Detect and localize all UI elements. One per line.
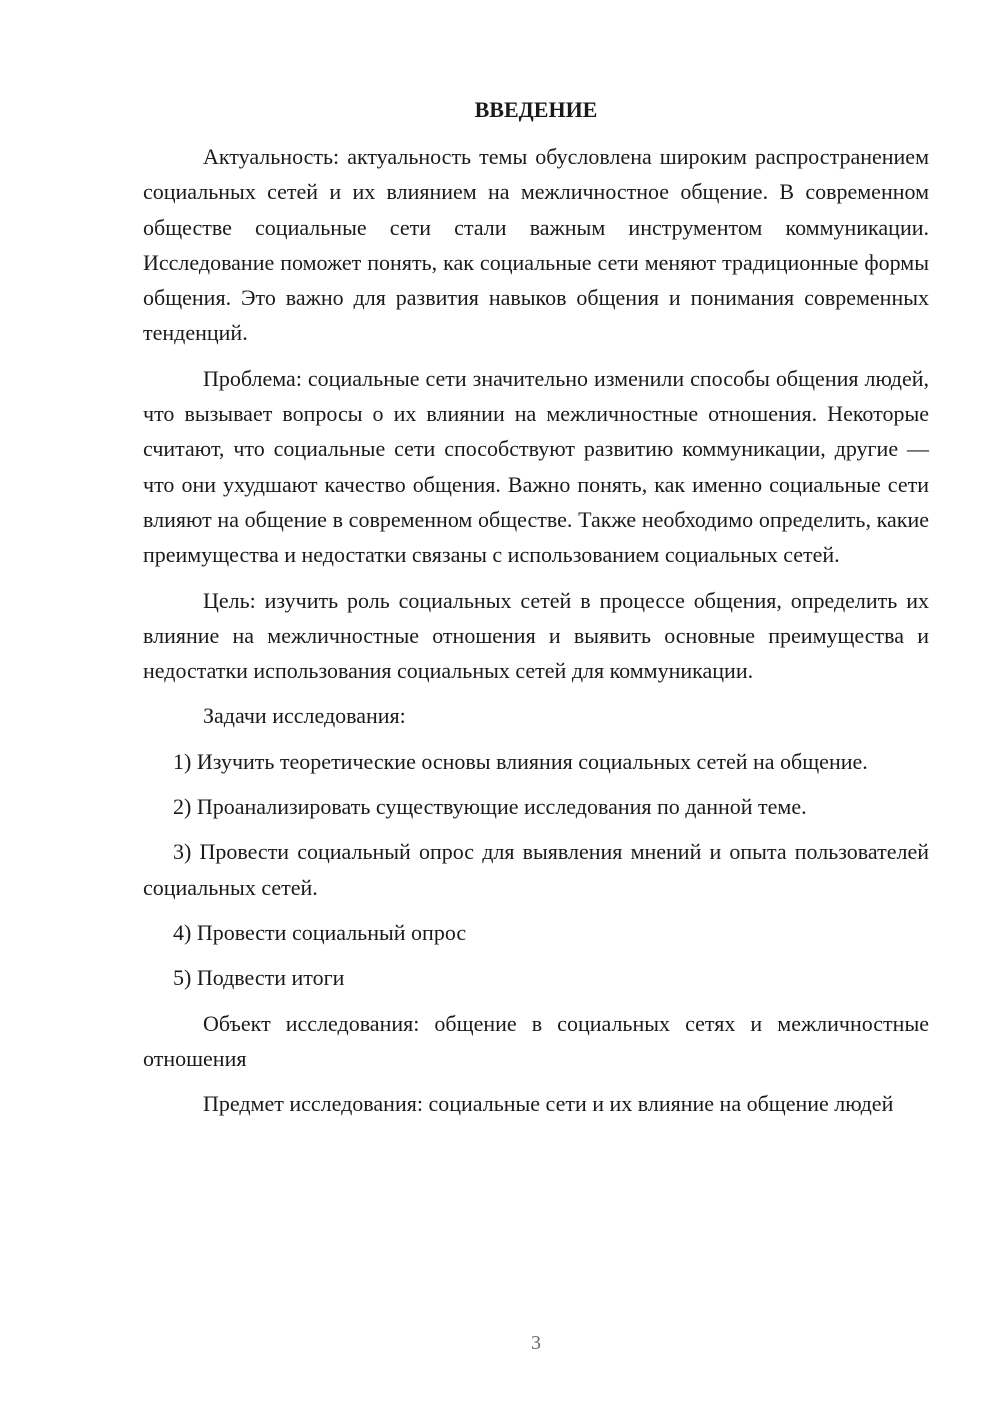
goal-paragraph: Цель: изучить роль социальных сетей в процессе общения, определить их влияние на межличностные отношения и выявить основные преимущества и недостатки использования социальных сетей для коммуникации.	[143, 587, 929, 684]
task-item: 2) Проанализировать существующие исследования по данной теме.	[173, 794, 807, 820]
task-item: 4) Провести социальный опрос	[173, 919, 467, 945]
page-content	[143, 92, 929, 1131]
page-heading: ВВЕДЕНИЕ	[474, 97, 598, 122]
relevance-paragraph: Актуальность: актуальность темы обусловлена широким распространением социальных сетей и их влиянием на межличностное общение. В современном обществе социальные сети стали важным инструментом коммуникации. Исследование поможет понять, как социальные сети меняют традиционные формы общения. Это важно для развития навыков общения и понимания современных тенденций.	[143, 144, 929, 346]
task-item: 1) Изучить теоретические основы влияния социальных сетей на общение.	[173, 748, 868, 774]
research-object-paragraph: Объект исследования: общение в социальных сетях и межличностные отношения	[143, 1010, 929, 1071]
tasks-title: Задачи исследования:	[203, 703, 406, 729]
tasks-list	[143, 744, 929, 996]
task-item: 5) Подвести итоги	[173, 965, 345, 991]
research-subject-paragraph: Предмет исследования: социальные сети и их влияние на общение людей	[203, 1091, 894, 1117]
task-item: 3) Провести социальный опрос для выявления мнений и опыта пользователей социальных сетей.	[143, 839, 929, 900]
page-number: 3	[531, 1332, 541, 1354]
problem-paragraph: Проблема: социальные сети значительно изменили способы общения людей, что вызывает вопросы о их влиянии на межличностные отношения. Некоторые считают, что социальные сети способствуют развитию коммуникации, другие — что они ухудшают качество общения. Важно понять, как именно социальные сети влияют на общение в современном обществе. Также необходимо определить, какие преимущества и недостатки связаны с использованием социальных сетей.	[143, 365, 929, 568]
